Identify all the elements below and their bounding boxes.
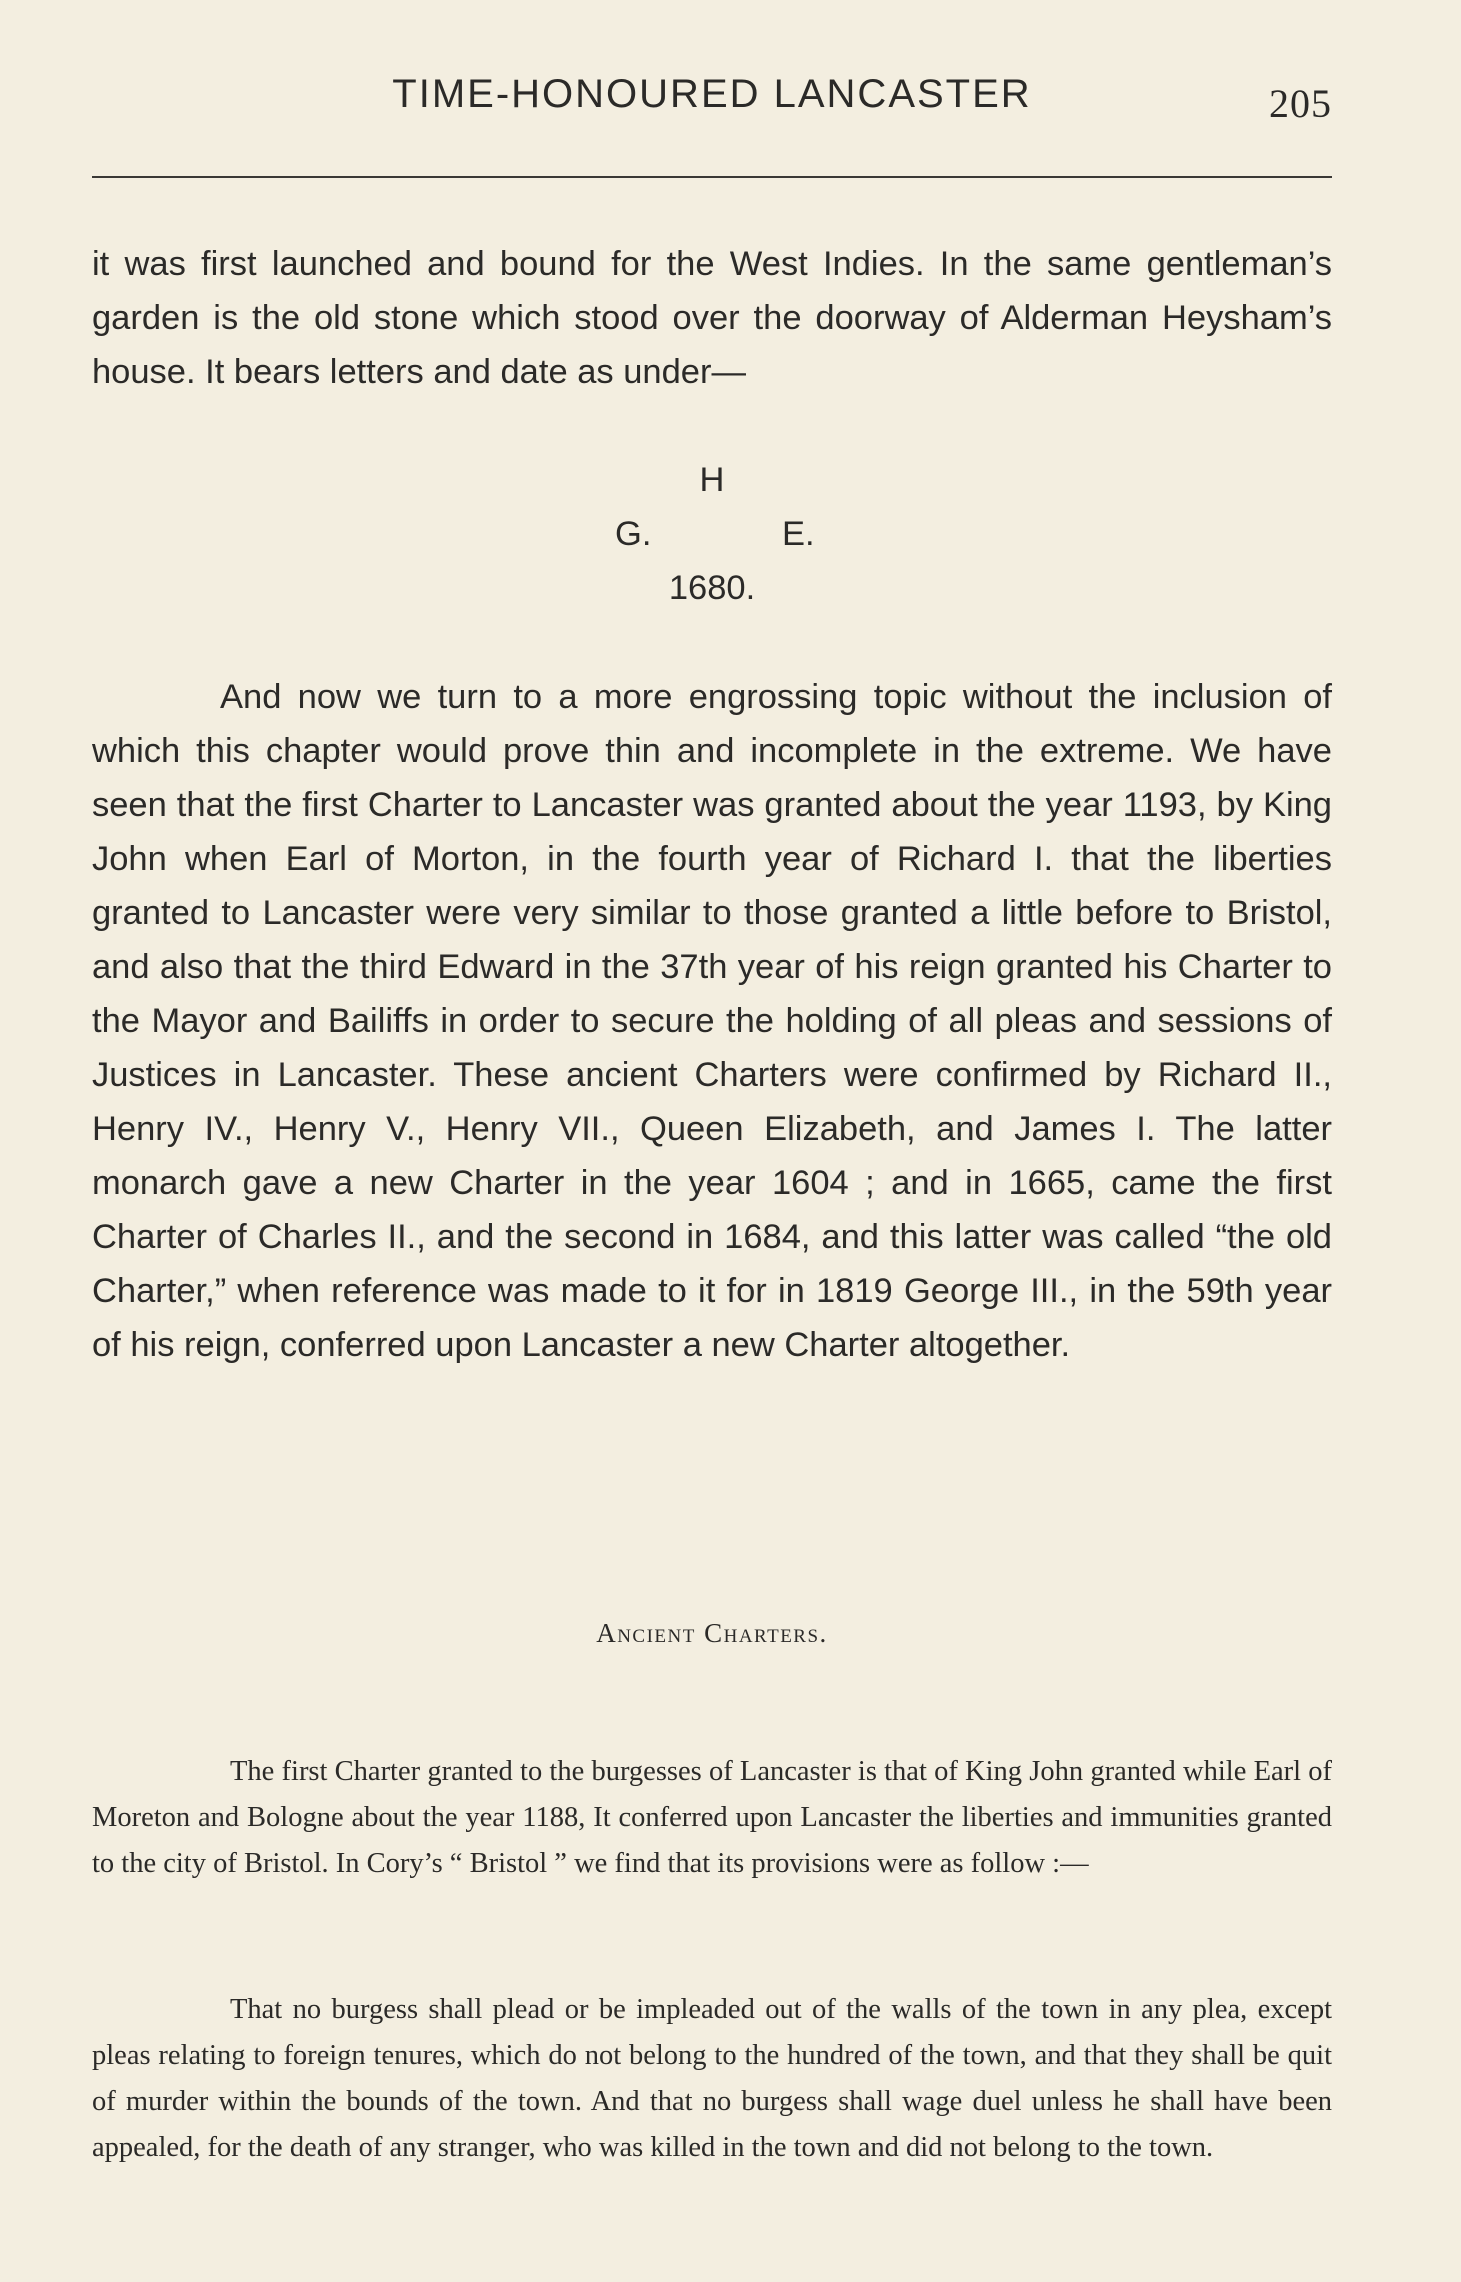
inscription-year: 1680. <box>668 569 756 607</box>
page-number: 205 <box>1269 81 1332 126</box>
paragraph-continuation <box>92 237 1332 399</box>
paragraph-text: That no burgess shall plead or be impleaded out of the walls of the town in any plea, except pleas relating to foreign tenures, which do not belong to the hundred of the town, and that they shall be quit of murder within the bounds of the town. And that no burgess shall wage duel unless he shall have been appealed, for the death of any stranger, who was killed in the town and did not belong to the town. <box>92 1993 1332 2163</box>
paragraph-first-charter <box>92 1720 1332 1915</box>
inscription-letter-e: E. <box>782 515 815 553</box>
section-heading: Ancient Charters. <box>596 1618 828 1648</box>
paragraph-text: The first Charter granted to the burgesses of Lancaster is that of King John granted while Earl of Moreton and Bologne about the year 1188, It conferred upon Lancaster the liberties and immunities granted to the city of Bristol. In Cory’s “ Bristol ” we find that its provisions were as follow :— <box>92 1755 1332 1879</box>
inscription-letter-h: H <box>699 461 725 499</box>
paragraph-charter-provisions <box>92 1958 1332 2199</box>
paragraph-text: And now we turn to a more engrossing topic without the inclusion of which this chapter would prove thin and incomplete in the extreme. We have seen that the first Charter to Lancaster was granted about the year 1193, by King John when Earl of Morton, in the fourth year of Richard I. that the liberties granted to Lancaster were very similar to those granted a little before to Bristol, and also that the third Edward in the 37th year of his reign granted his Charter to the Mayor and Bailiffs in order to secure the holding of all pleas and sessions of Justices in Lancaster. These ancient Charters were confirmed by Richard II., Henry IV., Henry V., Henry VII., Queen Elizabeth, and James I. The latter monarch gave a new Charter in the year 1604 ; and in 1665, came the first Charter of Charles II., and the second in 1684, and this latter was called “the old Charter,” when reference was made to it for in 1819 George III., in the 59th year of his reign, conferred upon Lancaster a new Charter altogether. <box>92 678 1332 1364</box>
paragraph-charters-intro <box>92 670 1332 1372</box>
running-title: TIME-HONOURED LANCASTER <box>392 72 1032 116</box>
running-head <box>92 68 1332 128</box>
header-rule <box>92 176 1332 178</box>
inscription-letter-g: G. <box>615 515 652 553</box>
paragraph-text: it was first launched and bound for the West Indies. In the same gentleman’s garden is the old stone which stood over the doorway of Alderman Heysham’s house. It bears letters and date as under— <box>92 245 1332 391</box>
